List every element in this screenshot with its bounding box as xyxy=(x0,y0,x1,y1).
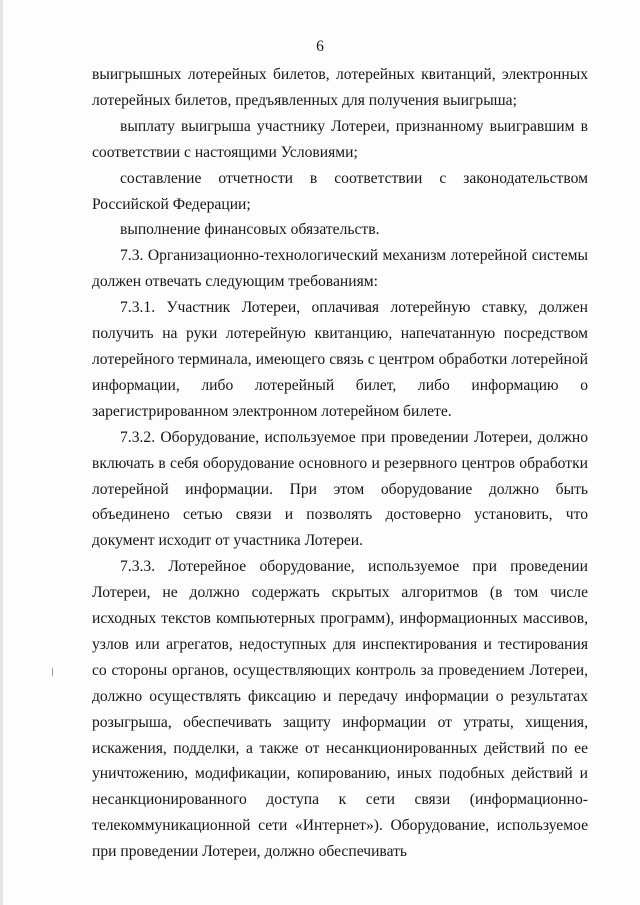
page-number: 6 xyxy=(316,38,324,55)
scan-speck xyxy=(52,668,53,676)
paragraph: 7.3.2. Оборудование, используемое при проведении Лотереи, должно включать в себя оборудование основного и резервного центров обработки лотерейной информации. При этом оборудование должно быть объединено сетью связи и позволять достоверно установить, что документ исходит от участника Лотереи. xyxy=(92,428,588,550)
paragraph: 7.3.3. Лотерейное оборудование, используемое при проведении Лотереи, не должно содержать скрытых алгоритмов (в том числе исходных текстов компьютерных программ), информационных массивов, узлов или агрегатов, недоступных для инспектирования и тестирования со стороны органов, осуществляющих контроль за проведением Лотереи, должно осуществлять фиксацию и передачу информации о результатах розыгрыша, обеспечивать защиту информации от утраты, хищения, искажения, подделки, а также от несанкционированных действий по ее уничтожению, модификации, копированию, иных подобных действий и несанкционированного доступа к сети связи (информационно-телекоммуникационной сети «Интернет»). Оборудование, используемое при проведении Лотереи, должно обеспечивать xyxy=(92,558,588,861)
scan-edge xyxy=(0,0,3,905)
paragraph: выполнение финансовых обязательств. xyxy=(120,221,380,239)
section-heading-paragraph: 7.3. Организационно-технологический механизм лотерейной системы должен отвечать следующим требованиям: xyxy=(92,247,588,291)
paragraph: составление отчетности в соответствии с законодательством Российской Федерации; xyxy=(92,169,588,213)
paragraph: выплату выигрыша участнику Лотереи, признанному выигравшим в соответствии с настоящими Условиями; xyxy=(92,117,588,161)
paragraph: выигрышных лотерейных билетов, лотерейных квитанций, электронных лотерейных билетов, предъявленных для получения выигрыша; xyxy=(92,66,588,109)
body-text xyxy=(92,62,588,865)
paragraph: 7.3.1. Участник Лотереи, оплачивая лотерейную ставку, должен получить на руки лотерейную квитанцию, напечатанную посредством лотерейного терминала, имеющего связь с центром обработки лотерейной информации, либо лотерейный билет, либо информацию о зарегистрированном электронном лотерейном билете. xyxy=(92,299,588,420)
